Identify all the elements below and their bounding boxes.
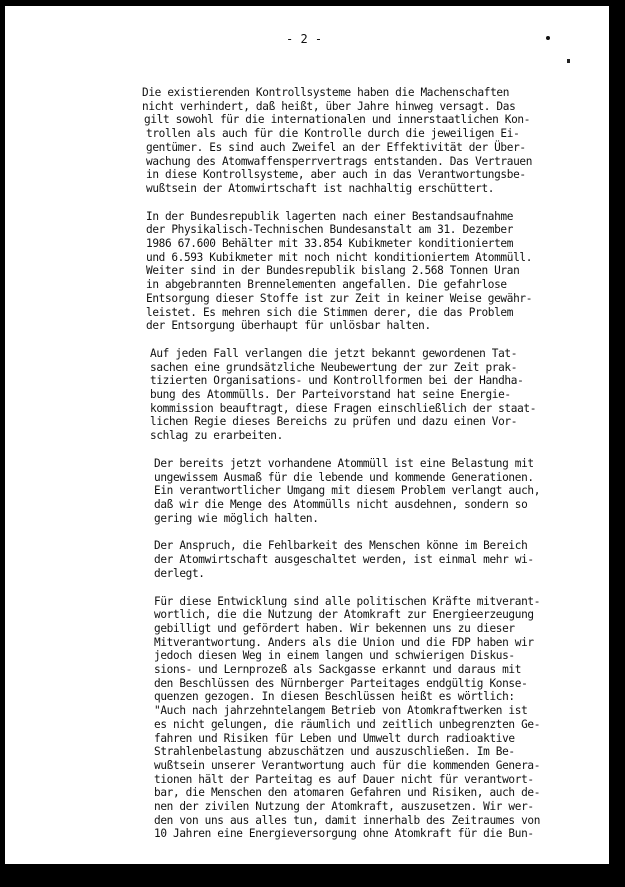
text-line: daß wir die Menge des Atommülls nicht ausdehnen, sondern so: [154, 497, 528, 511]
text-line: sachen eine grundsätzliche Neubewertung der zur Zeit prak-: [150, 360, 518, 374]
text-line: sions- und Lernprozeß als Sackgasse erkannt und daraus mit: [154, 663, 522, 677]
text-line: Entsorgung dieser Stoffe ist zur Zeit in keiner Weise gewähr-: [146, 291, 533, 305]
text-line: den Beschlüssen des Nürnberger Parteitages endgültig Konse-: [154, 676, 528, 690]
paragraph-existing-waste: [142, 457, 582, 526]
text-line: jedoch diesen Weg in einem langen und schwierigen Diskus-: [154, 649, 515, 663]
text-line: 10 Jahren eine Energieversorgung ohne Atomkraft für die Bun-: [154, 827, 534, 841]
paragraph-control-systems: [142, 86, 582, 196]
text-line: der Physikalisch-Technischen Bundesanstalt am 31. Dezember: [146, 223, 514, 237]
text-line: und 6.593 Kubikmeter mit noch nicht konditioniertem Atommüll.: [146, 250, 533, 264]
text-line: es nicht gelungen, die räumlich und zeitlich unbegrenzten Ge-: [154, 717, 541, 731]
text-line: nicht verhindert, daß heißt, über Jahre hinweg versagt. Das: [142, 99, 516, 113]
text-line: leistet. Es mehren sich die Stimmen derer, die das Problem: [146, 305, 514, 319]
text-line: lichen Regie dieses Bereichs zu prüfen und dazu einen Vor-: [150, 415, 518, 429]
text-line: Die existierenden Kontrollsysteme haben die Machenschaften: [142, 86, 510, 99]
text-line: Strahlenbelastung abzuschätzen und auszuschließen. Im Be-: [154, 745, 515, 759]
text-line: Ein verantwortlicher Umgang mit diesem Problem verlangt auch,: [154, 484, 541, 498]
text-line: schlag zu erarbeiten.: [150, 429, 283, 443]
text-line: gebilligt und gefördert haben. Wir bekennen uns zu dieser: [154, 621, 515, 635]
text-line: Mitverantwortung. Anders als die Union und die FDP haben wir: [154, 635, 534, 649]
text-line: gering wie möglich halten.: [154, 511, 319, 525]
page-number: - 2 -: [286, 32, 323, 46]
text-line: wußtsein unserer Verantwortung auch für die kommenden Genera-: [154, 758, 541, 772]
scan-speck: [546, 36, 550, 40]
document-page: [5, 6, 609, 864]
text-line: den von uns aus alles tun, damit innerhalb des Zeitraumes von: [154, 813, 541, 827]
paragraph-responsibility: [142, 595, 582, 842]
text-line: gilt sowohl für die internationalen und innerstaatlichen Kon-: [144, 113, 531, 127]
text-line: der Entsorgung überhaupt für unlösbar halten.: [146, 319, 431, 333]
text-line: kommission beauftragt, diese Fragen einschließlich der staat-: [150, 401, 537, 415]
text-line: derlegt.: [154, 566, 205, 580]
scan-speck: [567, 59, 570, 63]
text-line: tionen hält der Parteitag es auf Dauer nicht für verantwort-: [154, 772, 534, 786]
text-line: tizierten Organisations- und Kontrollformen bei der Handha-: [150, 374, 524, 388]
text-line: Für diese Entwicklung sind alle politischen Kräfte mitverant-: [154, 594, 541, 608]
text-line: wortlich, die die Nutzung der Atomkraft zur Energieerzeugung: [154, 608, 534, 622]
paragraph-waste-inventory: [142, 210, 582, 333]
text-line: "Auch nach jahrzehntelangem Betrieb von Atomkraftwerken ist: [154, 704, 528, 718]
text-line: bung des Atommülls. Der Parteivorstand hat seine Energie-: [150, 388, 511, 402]
text-line: quenzen gezogen. In diesen Beschlüssen heißt es wörtlich:: [154, 690, 515, 704]
text-line: Weiter sind in der Bundesrepublik bislang 2.568 Tonnen Uran: [146, 264, 520, 278]
text-line: ungewissem Ausmaß für die lebende und kommende Generationen.: [154, 470, 534, 484]
text-line: Auf jeden Fall verlangen die jetzt bekannt gewordenen Tat-: [150, 346, 518, 360]
text-line: der Atomwirtschaft ausgeschaltet werden, ist einmal mehr wi-: [154, 553, 534, 567]
text-line: in abgebrannten Brennelementen angefallen. Die gefahrlose: [146, 278, 507, 292]
paragraph-reassessment: [142, 347, 582, 443]
text-line: gentümer. Es sind auch Zweifel an der Effektivität der Über-: [146, 140, 526, 154]
text-line: in diese Kontrollsysteme, aber auch in das Verantwortungsbe-: [146, 168, 526, 182]
text-line: wußtsein der Atomwirtschaft ist nachhaltig erschüttert.: [146, 181, 495, 195]
text-line: 1986 67.600 Behälter mit 33.854 Kubikmeter konditioniertem: [146, 237, 514, 251]
text-line: bar, die Menschen den atomaren Gefahren und Risiken, auch de-: [154, 786, 541, 800]
document-body: [142, 86, 582, 855]
text-line: Der bereits jetzt vorhandene Atommüll ist eine Belastung mit: [154, 456, 534, 470]
paragraph-fallibility: [142, 539, 582, 580]
text-line: trollen als auch für die Kontrolle durch die jeweiligen Ei-: [146, 127, 520, 141]
text-line: wachung des Atomwaffensperrvertrags entstanden. Das Vertrauen: [146, 154, 533, 168]
text-line: Der Anspruch, die Fehlbarkeit des Menschen könne im Bereich: [154, 539, 528, 553]
text-line: nen der zivilen Nutzung der Atomkraft, auszusetzen. Wir wer-: [154, 800, 534, 814]
text-line: In der Bundesrepublik lagerten nach einer Bestandsaufnahme: [146, 209, 514, 223]
text-line: fahren und Risiken für Leben und Umwelt durch radioaktive: [154, 731, 515, 745]
